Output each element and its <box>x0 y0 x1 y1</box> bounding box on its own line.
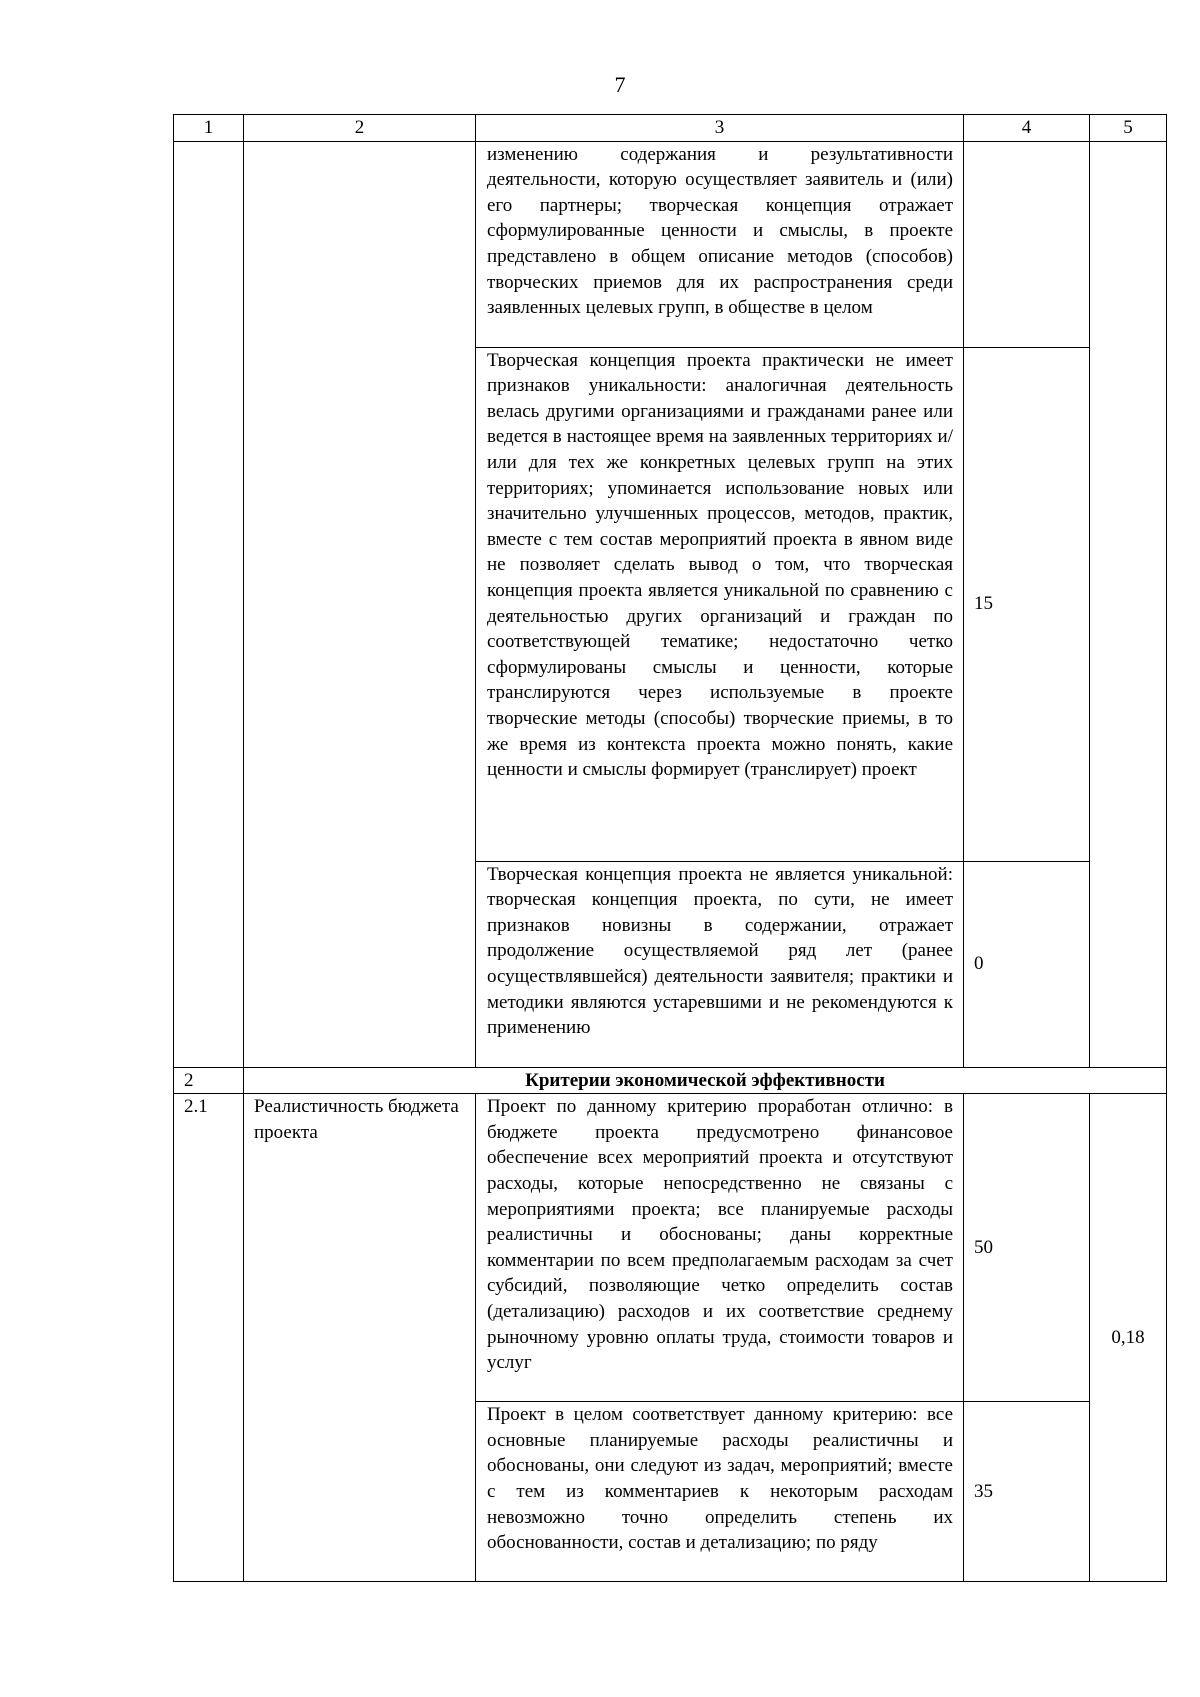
score-cell: 50 <box>964 1094 1090 1402</box>
section-title: Критерии экономической эффективности <box>244 1067 1167 1094</box>
table-header-row <box>174 115 1167 142</box>
score-cell <box>964 141 1090 347</box>
criteria-table <box>173 114 1167 1582</box>
criterion-description: Творческая концепция проекта практически не имеет признаков уникальности: аналогичная деятельность велась другими организациями и гражданами ранее или ведется в настоящее время на заявленных территориях и/или для тех же конкретных целевых групп на этих территориях; упоминается использование новых или значительно улучшенных процессов, методов, практик, вместе с тем состав мероприятий проекта в явном виде не позволяет сделать вывод о том, что творческая концепция проекта является уникальной по сравнению с деятельностью других организаций и граждан по соответствующей тематике; недостаточно четко сформулированы смыслы и ценности, которые транслируются через используемые в проекте творческие методы (способы) творческие приемы, в то же время из контекста проекта можно понять, какие ценности и смыслы формирует (транслирует) проект <box>476 347 964 861</box>
table-row <box>174 1094 1167 1402</box>
criterion-description: Проект по данному критерию проработан отлично: в бюджете проекта предусмотрено финансовое обеспечение всех мероприятий проекта и отсутствуют расходы, которые непосредственно не связаны с мероприятиями проекта; все планируемые расходы реалистичны и обоснованы; даны корректные комментарии по всем предполагаемым расходам за счет субсидий, позволяющие четко определить состав (детализацию) расходов и их соответствие среднему рыночному уровню оплаты труда, стоимости товаров и услуг <box>476 1094 964 1402</box>
criterion-description: изменению содержания и результативности деятельности, которую осуществляет заявитель и (или) его партнеры; творческая концепция отражает сформулированные ценности и смыслы, в проекте представлено в общем описание методов (способов) творческих приемов для их распространения среди заявленных целевых групп, в обществе в целом <box>476 141 964 347</box>
section-row <box>174 1067 1167 1094</box>
col-header-3: 3 <box>476 115 964 142</box>
section-number: 2 <box>174 1067 244 1094</box>
criterion-description: Творческая концепция проекта не является уникальной: творческая концепция проекта, по сути, не имеет признаков новизны в содержании, отражает продолжение осуществляемой ряд лет (ранее осуществлявшейся) деятельности заявителя; практики и методики являются устаревшими и не рекомендуются к применению <box>476 861 964 1067</box>
table-row <box>174 141 1167 347</box>
score-cell: 0 <box>964 861 1090 1067</box>
row-number-cell <box>174 141 244 1067</box>
score-cell: 35 <box>964 1402 1090 1582</box>
col-header-5: 5 <box>1090 115 1167 142</box>
criterion-name-cell <box>244 141 476 1067</box>
score-cell: 15 <box>964 347 1090 861</box>
row-number-cell: 2.1 <box>174 1094 244 1582</box>
col-header-4: 4 <box>964 115 1090 142</box>
criterion-description: Проект в целом соответствует данному критерию: все основные планируемые расходы реалистичны и обоснованы, они следуют из задач, мероприятий; вместе с тем из комментариев к некоторым расходам невозможно точно определить степень их обоснованности, состав и детализацию; по ряду <box>476 1402 964 1582</box>
page-number: 7 <box>614 72 626 97</box>
criterion-name-cell: Реалистичность бюджета проекта <box>244 1094 476 1582</box>
weight-cell <box>1090 141 1167 1067</box>
weight-cell: 0,18 <box>1090 1094 1167 1582</box>
col-header-1: 1 <box>174 115 244 142</box>
col-header-2: 2 <box>244 115 476 142</box>
